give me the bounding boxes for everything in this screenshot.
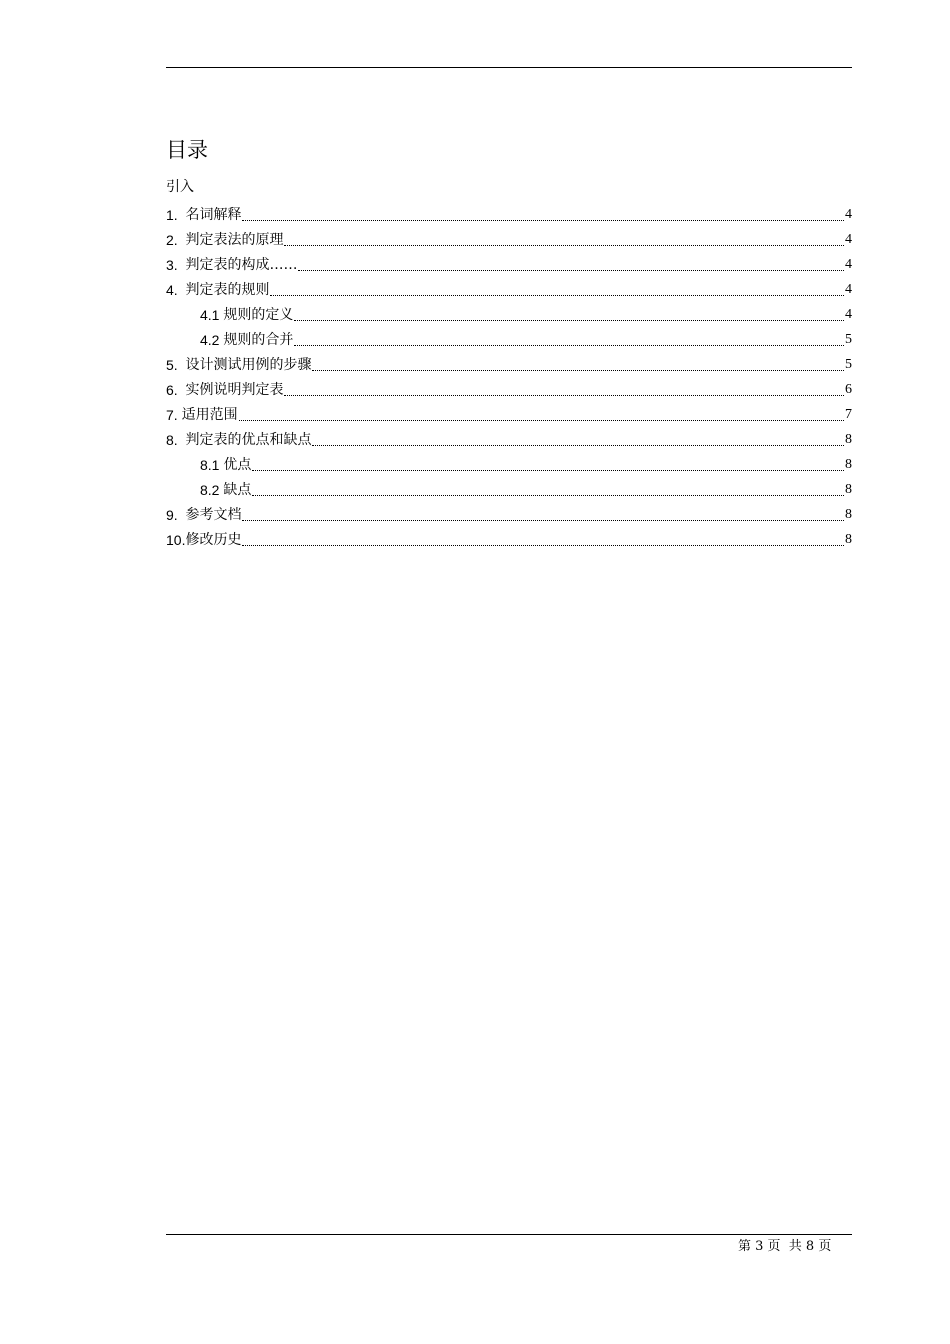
toc-dot-leader xyxy=(284,395,844,396)
toc-entry-number: 5. xyxy=(166,357,186,373)
toc-title: 目录 xyxy=(166,138,208,162)
toc-entry-page-number: 5 xyxy=(845,332,852,347)
toc-entry-page-number: 4 xyxy=(845,207,852,222)
footer-rule xyxy=(166,1234,852,1235)
toc-entry[interactable] xyxy=(166,325,852,350)
toc-entry-page-number: 4 xyxy=(845,307,852,322)
toc-entry-label: 设计测试用例的步骤 xyxy=(185,357,312,373)
toc-entry-number: 1. xyxy=(166,207,186,223)
toc-entry-label: 判定表的规则 xyxy=(185,282,270,298)
toc-dot-leader xyxy=(284,245,844,246)
toc-entry[interactable] xyxy=(166,200,852,225)
toc-entry-number: 4. xyxy=(166,282,186,298)
toc-entry-label: 优点 xyxy=(223,457,252,473)
toc-dot-leader xyxy=(294,320,844,321)
toc-entry-page-number: 7 xyxy=(845,407,852,422)
toc-entry-number: 10. xyxy=(166,532,186,548)
toc-dot-leader xyxy=(242,545,844,546)
toc-entry-page-number: 6 xyxy=(845,382,852,397)
toc-entry-label: 适用范围 xyxy=(181,407,238,423)
toc-entry-page-number: 8 xyxy=(845,532,852,547)
toc-entry-page-number: 8 xyxy=(845,432,852,447)
toc-dot-leader xyxy=(298,270,844,271)
toc-entry-label: 名词解释 xyxy=(185,207,242,223)
toc-entry-page-number: 4 xyxy=(845,257,852,272)
toc-entry-label: 判定表法的原理 xyxy=(185,232,284,248)
toc-entry[interactable] xyxy=(166,450,852,475)
toc-entry-number: 7. xyxy=(166,407,182,423)
toc-entry[interactable] xyxy=(166,250,852,275)
toc-entry-label: 判定表的构成…… xyxy=(185,257,298,273)
toc-dot-leader xyxy=(239,420,844,421)
toc-entry[interactable] xyxy=(166,275,852,300)
toc-entry[interactable] xyxy=(166,525,852,550)
toc-entry[interactable] xyxy=(166,300,852,325)
toc-entry-number: 3. xyxy=(166,257,186,273)
toc-entry-number: 4.1 xyxy=(200,307,224,323)
toc-entry-number: 9. xyxy=(166,507,186,523)
toc-entry-number: 8.2 xyxy=(200,482,224,498)
toc-entry[interactable] xyxy=(166,350,852,375)
toc-entry-page-number: 4 xyxy=(845,282,852,297)
toc-entry[interactable] xyxy=(166,475,852,500)
toc-entry-label: 缺点 xyxy=(223,482,252,498)
toc-entry[interactable] xyxy=(166,400,852,425)
toc-entry-label: 判定表的优点和缺点 xyxy=(185,432,312,448)
toc-dot-leader xyxy=(252,470,844,471)
toc-entry-number: 6. xyxy=(166,382,186,398)
toc-dot-leader xyxy=(312,445,844,446)
table-of-contents xyxy=(166,200,852,550)
toc-entry[interactable] xyxy=(166,500,852,525)
toc-dot-leader xyxy=(270,295,844,296)
toc-entry-label: 规则的合并 xyxy=(223,332,294,348)
page-indicator: 第 3 页 共 8 页 xyxy=(738,1239,832,1254)
toc-entry[interactable] xyxy=(166,225,852,250)
toc-dot-leader xyxy=(242,520,844,521)
toc-entry-page-number: 5 xyxy=(845,357,852,372)
toc-entry[interactable] xyxy=(166,375,852,400)
toc-entry-label: 参考文档 xyxy=(185,507,242,523)
toc-dot-leader xyxy=(294,345,844,346)
toc-entry-label: 修改历史 xyxy=(185,532,242,548)
toc-entry-number: 2. xyxy=(166,232,186,248)
toc-intro: 引入 xyxy=(166,179,194,195)
toc-entry-label: 规则的定义 xyxy=(223,307,294,323)
toc-dot-leader xyxy=(242,220,844,221)
toc-entry-label: 实例说明判定表 xyxy=(185,382,284,398)
toc-entry-number: 8.1 xyxy=(200,457,224,473)
toc-dot-leader xyxy=(312,370,844,371)
toc-entry-page-number: 4 xyxy=(845,232,852,247)
toc-entry-number: 8. xyxy=(166,432,186,448)
toc-entry[interactable] xyxy=(166,425,852,450)
toc-entry-page-number: 8 xyxy=(845,507,852,522)
header-rule xyxy=(166,67,852,68)
toc-entry-page-number: 8 xyxy=(845,457,852,472)
toc-dot-leader xyxy=(252,495,844,496)
toc-entry-number: 4.2 xyxy=(200,332,224,348)
toc-entry-page-number: 8 xyxy=(845,482,852,497)
